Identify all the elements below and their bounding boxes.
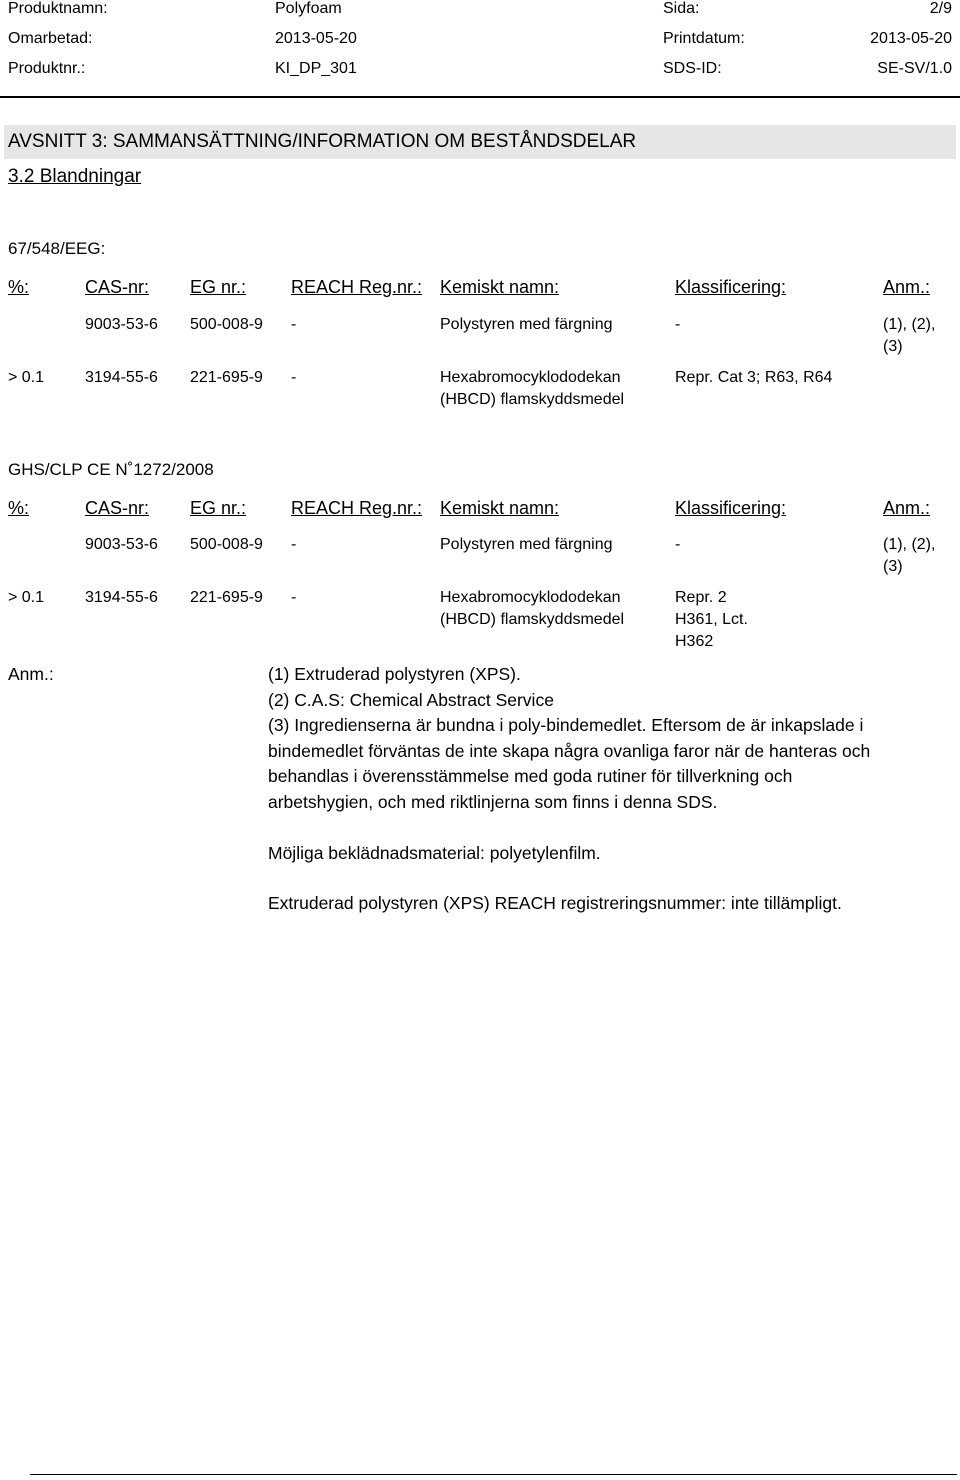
cell-name: Hexabromocyklododekan [440,589,621,606]
note-line: (2) C.A.S: Chemical Abstract Service [268,690,554,710]
cell-name-cont: (HBCD) flamskyddsmedel [440,391,625,408]
section-title: AVSNITT 3: SAMMANSÄTTNING/INFORMATION OM BESTÅNDSDELAR [8,131,637,152]
note-line: (3) Ingredienserna är bundna i poly-bindemedlet. Eftersom de är inkapslade i [268,715,864,735]
cell-class-cont: H361, Lct. [675,611,748,628]
table2-label: GHS/CLP CE N˚1272/2008 [8,460,214,479]
material-note: Möjliga beklädnadsmaterial: polyetylenfilm. [268,843,601,863]
col-percent: %: [8,498,30,518]
col-eg: EG nr.: [190,277,247,297]
cell-reach: - [291,316,297,333]
cell-class: Repr. 2 [675,589,727,606]
cell-name: Polystyren med färgning [440,316,613,333]
cell-note-cont: (3) [883,558,903,575]
col-name: Kemiskt namn: [440,498,560,518]
cell-class-cont: H362 [675,633,714,650]
cell-cas: 3194-55-6 [85,369,158,386]
col-reach: REACH Reg.nr.: [291,498,423,518]
cell-reach: - [291,536,297,553]
cell-cas: 9003-53-6 [85,316,158,333]
print-date-label: Printdatum: [663,30,745,47]
col-percent: %: [8,277,30,297]
cell-eg: 500-008-9 [190,316,263,333]
product-no: KI_DP_301 [275,60,357,77]
col-reach: REACH Reg.nr.: [291,277,423,297]
cell-reach: - [291,369,297,386]
notes-label: Anm.: [8,664,54,684]
col-eg: EG nr.: [190,498,247,518]
page-number: 2/9 [929,0,952,17]
cell-name: Polystyren med färgning [440,536,613,553]
cell-eg: 221-695-9 [190,589,263,606]
note-line: bindemedlet förväntas de inte skapa några ovanliga faror när de hanteras och [268,741,871,761]
col-name: Kemiskt namn: [440,277,560,297]
cell-note-cont: (3) [883,338,903,355]
footer-divider [30,1474,957,1475]
col-cas: CAS-nr: [85,498,150,518]
col-note: Anm.: [883,277,931,297]
note-line: arbetshygien, och med riktlinjerna som finns i denna SDS. [268,792,718,812]
revised-label: Omarbetad: [8,30,93,47]
note-line: behandlas i överensstämmelse med goda rutiner för tillverkning och [268,766,793,786]
page-label: Sida: [663,0,700,17]
note-line: (1) Extruderad polystyren (XPS). [268,664,521,684]
table1-label: 67/548/EEG: [8,239,106,258]
cell-name-cont: (HBCD) flamskyddsmedel [440,611,625,628]
section-subtitle: 3.2 Blandningar [8,166,142,187]
print-date: 2013-05-20 [870,30,952,47]
cell-eg: 500-008-9 [190,536,263,553]
product-name-label: Produktnamn: [8,0,108,17]
cell-class: - [675,536,681,553]
cell-note: (1), (2), [883,316,936,333]
product-no-label: Produktnr.: [8,60,86,77]
product-name: Polyfoam [275,0,342,17]
col-class: Klassificering: [675,277,787,297]
cell-name: Hexabromocyklododekan [440,369,621,386]
revised-date: 2013-05-20 [275,30,357,47]
reach-number-note: Extruderad polystyren (XPS) REACH registreringsnummer: inte tillämpligt. [268,893,842,913]
cell-reach: - [291,589,297,606]
cell-note: (1), (2), [883,536,936,553]
cell-eg: 221-695-9 [190,369,263,386]
col-cas: CAS-nr: [85,277,150,297]
cell-class: Repr. Cat 3; R63, R64 [675,369,833,386]
cell-cas: 3194-55-6 [85,589,158,606]
sds-id: SE-SV/1.0 [877,60,952,77]
col-note: Anm.: [883,498,931,518]
cell-class: - [675,316,681,333]
header-divider [0,96,960,98]
sds-id-label: SDS-ID: [663,60,722,77]
cell-percent: > 0.1 [8,589,45,606]
cell-cas: 9003-53-6 [85,536,158,553]
col-class: Klassificering: [675,498,787,518]
cell-percent: > 0.1 [8,369,45,386]
